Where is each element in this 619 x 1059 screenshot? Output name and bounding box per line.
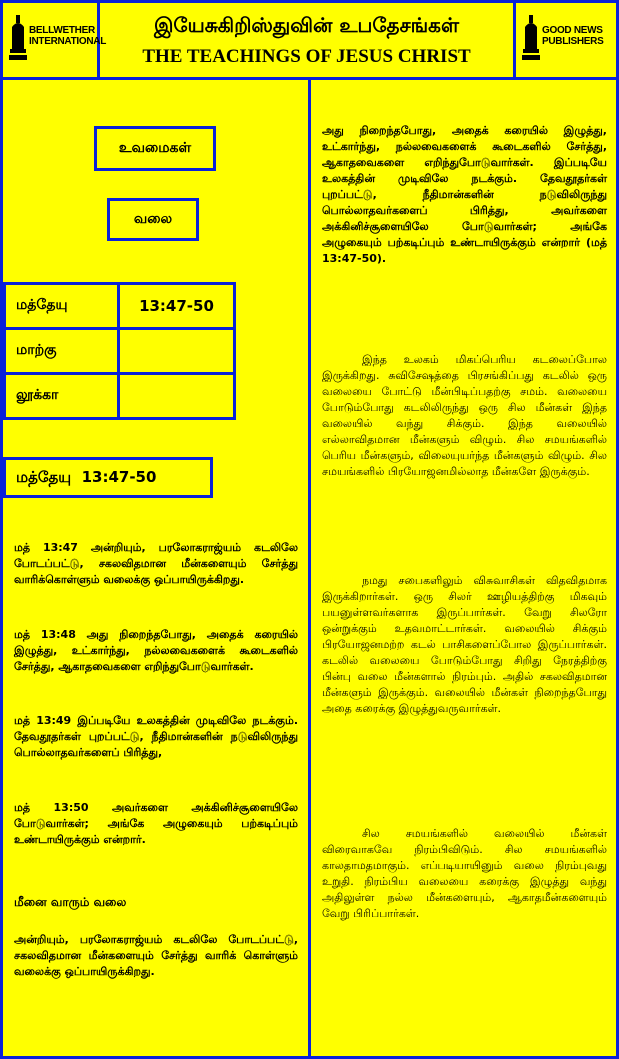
column-divider	[308, 80, 311, 1059]
title-tamil: இயேசுகிறிஸ்துவின் உபதேசங்கள்	[153, 13, 460, 37]
table-row	[5, 284, 235, 329]
title-english: THE TEACHINGS OF JESUS CHRIST	[142, 46, 471, 67]
reference-verse: 13:47-50	[119, 284, 235, 329]
parable-name: வலை	[133, 210, 173, 227]
verse-13-47: மத் 13:47 அன்றியும், பரலோகராஜ்யம் கடலிலே போடப்பட்டு, சகலவிதமான மீன்களையும் சேர்த்து வாரிக்கொள்ளும் வலைக்கு ஒப்பாயிருக்கிறது.	[14, 541, 298, 586]
table-row	[5, 329, 235, 374]
title-block	[100, 3, 513, 77]
references-table	[3, 282, 236, 420]
bell-tower-icon	[522, 15, 540, 61]
verse-13-48: மத் 13:48 அது நிறைந்தபோது, அதைக் கரையில் இழுத்து, உட்கார்ந்து, நல்லவைகளைக் கூடைகளில் சேர்த்து, ஆகாதவைகளை எறிந்துபோடுவார்கள்.	[14, 628, 298, 673]
section-label: உவமைகள்	[118, 139, 192, 156]
commentary-paragraph-3: சில சமயங்களில் வலையில் மீன்கள் விரைவாகவே நிரம்பிவிடும். சில சமயங்களில் காலதாமதமாகும். எப்படியாயினும் வலை நிரம்புவது உறுதி. நிரம்பிய வலையை கரைக்கு இழுத்து வந்து அதிலுள்ள நல்ல மீன்களையும், ஆகாதமீன்களையும் வேறு பிரிப்பார்கள்.	[322, 827, 607, 920]
publisher-left-label: BELLWETHER INTERNATIONAL	[29, 25, 107, 47]
reference-book: லூக்கா	[5, 374, 119, 419]
parable-name-box	[107, 198, 199, 241]
section-label-box	[94, 126, 216, 171]
reference-verse	[119, 374, 235, 419]
bell-tower-icon	[9, 15, 27, 61]
passage-title: மத்தேயு 13:47-50	[16, 467, 157, 486]
commentary-paragraph-2: நமது சபைகளிலும் விசுவாசிகள் விதவிதமாக இருக்கிறார்கள். ஒரு சிலர் ஊழியத்திற்கு மிகவும் பயனுள்ளவர்களாக இருப்பார்கள். வேறு சிலரோ ஒன்றுக்கும் உதவமாட்டார்கள். வலையில் சிக்கும் பிரயோஜனமற்ற கடல் பாசிகளைப்போல இருப்பார்கள். கடலில் வலையை போடும்போது சிறிது நேரத்திற்கு பின்பு வலை மீன்களால் நிரம்பும். அதில் சகலவிதமான மீன்களும் இருக்கும். வலையில் மீன்கள் நிறைந்தபோது அதை கரைக்கு இழுத்துவருவார்கள்.	[322, 574, 607, 715]
reference-book: மாற்கு	[5, 329, 119, 374]
reference-book: மத்தேயு	[5, 284, 119, 329]
good-news-logo	[513, 3, 616, 77]
bellwether-logo	[3, 3, 107, 77]
verse-13-50: மத் 13:50 அவர்களை அக்கினிச்சூளையிலே போடுவார்கள்; அங்கே அழுகையும் பற்கடிப்பும் உண்டாயிருக்கும் என்றார்.	[14, 801, 298, 846]
quote-paragraph: அது நிறைந்தபோது, அதைக் கரையில் இழுத்து, உட்கார்ந்து, நல்லவைகளைக் கூடைகளில் சேர்த்து, ஆகாதவைகளை எறிந்துபோடுவார்கள். இப்படியே உலகத்தின் முடிவிலே நடக்கும். தேவதூதர்கள் புறப்பட்டு, நீதிமான்களின் நடுவிலிருந்து பொல்லாதவர்களைப் பிரித்து, அவர்களை அக்கினிச்சூளையிலே போடுவார்கள்; அங்கே அழுகையும் பற்கடிப்பும் உண்டாயிருக்கும் என்றார் (மத் 13:47-50).	[322, 124, 607, 265]
table-row	[5, 374, 235, 419]
commentary-paragraph-1: இந்த உலகம் மிகப்பெரிய கடலைப்போல இருக்கிறது. சுவிசேஷத்தை பிரசங்கிப்பது கடலில் ஒரு வலையை போட்டு மீன்பிடிப்பதற்கு சமம். வலையை போடும்போது கடலிலிருந்து ஒரு சில மீன்கள் இந்த வலையில் வந்து சிக்கும். இந்த வலையில் எல்லாவிதமான மீன்களும் விழும். சில சமயங்களில் பெரிய மீன்களும், விலையுயர்ந்த மீன்களும் விழும். சில சமயங்களில் பிரயோஜனமில்லாத மீன்களே இருக்கும்.	[322, 353, 607, 478]
subheading: மீனை வாரும் வலை	[14, 895, 127, 909]
verse-13-49: மத் 13:49 இப்படியே உலகத்தின் முடிவிலே நடக்கும். தேவதூதர்கள் புறப்பட்டு, நீதிமான்களின் நடுவிலிருந்து பொல்லாதவர்களைப் பிரித்து,	[14, 714, 298, 759]
reference-verse	[119, 329, 235, 374]
header	[0, 0, 619, 80]
passage-title-box	[3, 457, 213, 498]
publisher-right-label: GOOD NEWS PUBLISHERS	[542, 25, 604, 47]
summary-text: அன்றியும், பரலோகராஜ்யம் கடலிலே போடப்பட்டு, சகலவிதமான மீன்களையும் சேர்த்து வாரிக் கொள்ளும் வலைக்கு ஒப்பாயிருக்கிறது.	[14, 933, 298, 978]
